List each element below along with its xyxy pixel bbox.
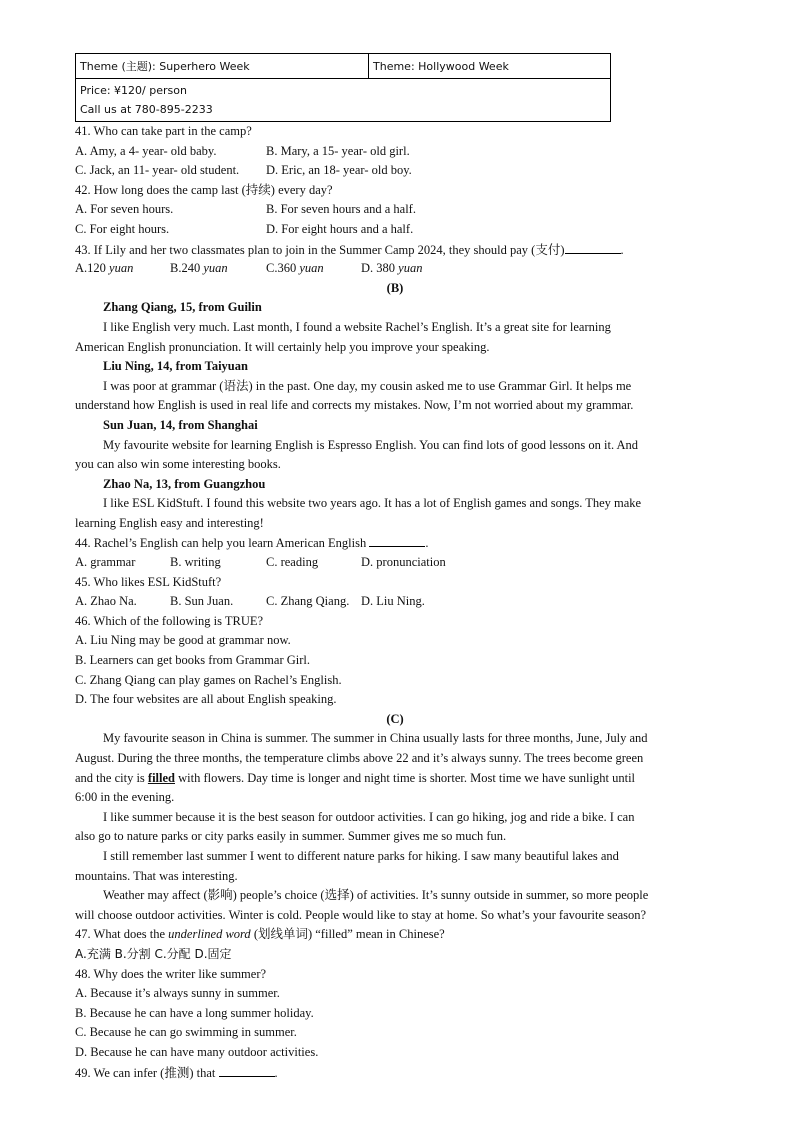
option-43-b: B.240 yuan <box>170 261 228 276</box>
speaker-sun-juan: Sun Juan, 14, from Shanghai <box>103 417 258 432</box>
option-42-b: B. For seven hours and a half. <box>266 202 416 217</box>
option-46-a: A. Liu Ning may be good at grammar now. <box>75 633 291 648</box>
price-text: Price: ¥120/ person <box>80 84 187 97</box>
summer-para2-line1: I like summer because it is the best season for outdoor activities. I can go hiking, jog and ride a bike. I can <box>103 809 635 824</box>
option-41-c: C. Jack, an 11- year- old student. <box>75 163 240 178</box>
question-49 <box>75 1063 715 1083</box>
question-44-options <box>75 553 715 573</box>
speaker-zhang-qiang: Zhang Qiang, 15, from Guilin <box>103 300 262 315</box>
option-48-a: A. Because it’s always sunny in summer. <box>75 986 280 1001</box>
option-45-d: D. Liu Ning. <box>361 594 425 609</box>
theme-hollywood-cell: Theme: Hollywood Week <box>369 54 611 79</box>
question-48: 48. Why does the writer like summer? <box>75 966 267 981</box>
exam-page <box>75 53 715 1082</box>
theme-superhero-cell: Theme (主题): Superhero Week <box>76 54 369 79</box>
option-42-c: C. For eight hours. <box>75 221 170 236</box>
liu-ning-text-line2: understand how English is used in real life and corrects my mistakes. Now, I’m not worried about my grammar. <box>75 398 634 413</box>
question-46: 46. Which of the following is TRUE? <box>75 613 264 628</box>
summer-para4-line2: will choose outdoor activities. Winter is cold. People would like to stay at home. So what’s your favourite season? <box>75 907 647 922</box>
option-45-c: C. Zhang Qiang. <box>266 594 350 609</box>
option-43-c: C.360 yuan <box>266 261 324 276</box>
option-44-a: A. grammar <box>75 555 136 570</box>
option-48-c: C. Because he can go swimming in summer. <box>75 1025 297 1040</box>
option-44-c: C. reading <box>266 555 319 570</box>
question-47: 47. What does the underlined word (划线单词) “filled” mean in Chinese? <box>75 927 445 942</box>
zhang-qiang-text-line1: I like English very much. Last month, I found a website Rachel’s English. It’s a great site for learning <box>103 319 611 334</box>
sun-juan-text-line1: My favourite website for learning English is Espresso English. You can find lots of good lessons on it. And <box>103 437 639 452</box>
summer-para3-line2: mountains. That was interesting. <box>75 868 238 883</box>
option-42-a: A. For seven hours. <box>75 202 174 217</box>
phone-text: Call us at 780-895-2233 <box>80 103 213 116</box>
zhang-qiang-text-line2: American English pronunciation. It will certainly help you improve your speaking. <box>75 339 490 354</box>
question-43-end: . <box>620 242 624 257</box>
summer-para2-line2: also go to nature parks or city parks easily in summer. Summer gives me so much fun. <box>75 829 507 844</box>
option-45-b: B. Sun Juan. <box>170 594 234 609</box>
section-b-heading: (B) <box>386 280 404 295</box>
question-41-options-row1 <box>75 142 715 162</box>
question-44-stem: 44. Rachel’s English can help you learn American English <box>75 536 367 551</box>
question-49-stem: 49. We can infer (推测) that <box>75 1065 216 1080</box>
answer-blank-49 <box>219 1063 275 1077</box>
question-45-options <box>75 592 715 612</box>
option-41-d: D. Eric, an 18- year- old boy. <box>266 163 412 178</box>
question-42-options-row2 <box>75 220 715 240</box>
option-48-b: B. Because he can have a long summer holiday. <box>75 1005 314 1020</box>
zhao-na-text-line1: I like ESL KidStuft. I found this website two years ago. It has a lot of English games and songs. They make <box>103 496 642 511</box>
question-44 <box>75 533 715 553</box>
summer-para4-line1: Weather may affect (影响) people’s choice (选择) of activities. It’s sunny outside in summer, so more people <box>103 888 649 903</box>
question-43 <box>75 240 715 260</box>
liu-ning-text-line1: I was poor at grammar (语法) in the past. One day, my cousin asked me to use Grammar Girl. It helps me <box>103 378 632 393</box>
underlined-word-filled: filled <box>147 770 175 785</box>
option-41-a: A. Amy, a 4- year- old baby. <box>75 143 217 158</box>
speaker-zhao-na: Zhao Na, 13, from Guangzhou <box>103 476 266 491</box>
summer-para3-line1: I still remember last summer I went to different nature parks for hiking. I saw many beautiful lakes and <box>103 848 619 863</box>
option-45-a: A. Zhao Na. <box>75 594 137 609</box>
option-46-c: C. Zhang Qiang can play games on Rachel’s English. <box>75 672 342 687</box>
price-contact-cell <box>76 79 611 122</box>
speaker-liu-ning: Liu Ning, 14, from Taiyuan <box>103 359 248 374</box>
question-47-options: A.充满 B.分割 C.分配 D.固定 <box>75 946 232 961</box>
question-45: 45. Who likes ESL KidStuft? <box>75 574 222 589</box>
camp-info-table <box>75 53 611 122</box>
question-43-options <box>75 259 715 279</box>
option-46-b: B. Learners can get books from Grammar Girl. <box>75 653 310 668</box>
summer-para1-line1: My favourite season in China is summer. The summer in China usually lasts for three months, June, July and <box>103 731 648 746</box>
summer-para1-line3: and the city is filled with flowers. Day time is longer and night time is shorter. Most time we have sunlight until <box>75 770 636 785</box>
question-41: 41. Who can take part in the camp? <box>75 124 252 138</box>
option-46-d: D. The four websites are all about English speaking. <box>75 692 337 707</box>
question-42: 42. How long does the camp last (持续) every day? <box>75 182 333 197</box>
question-44-end: . <box>425 536 429 551</box>
zhao-na-text-line2: learning English easy and interesting! <box>75 515 264 530</box>
answer-blank-44 <box>369 533 425 547</box>
option-48-d: D. Because he can have many outdoor activities. <box>75 1044 319 1059</box>
answer-blank-43 <box>565 240 621 254</box>
sun-juan-text-line2: you can also win some interesting books. <box>75 457 281 472</box>
question-49-end: . <box>274 1065 278 1080</box>
question-42-options-row1 <box>75 200 715 220</box>
summer-para1-line2: August. During the three months, the temperature climbs above 22 and it’s always sunny. The trees become green <box>75 751 644 765</box>
option-41-b: B. Mary, a 15- year- old girl. <box>266 143 410 158</box>
option-43-a: A.120 yuan <box>75 261 134 276</box>
option-42-d: D. For eight hours and a half. <box>266 221 414 236</box>
question-41-options-row2 <box>75 161 715 181</box>
option-44-b: B. writing <box>170 555 221 570</box>
option-43-d: D. 380 yuan <box>361 261 423 276</box>
summer-para1-line4: 6:00 in the evening. <box>75 790 175 805</box>
question-43-stem: 43. If Lily and her two classmates plan to join in the Summer Camp 2024, they should pay (支付) <box>75 242 565 257</box>
option-44-d: D. pronunciation <box>361 555 446 570</box>
section-c-heading: (C) <box>386 711 404 726</box>
